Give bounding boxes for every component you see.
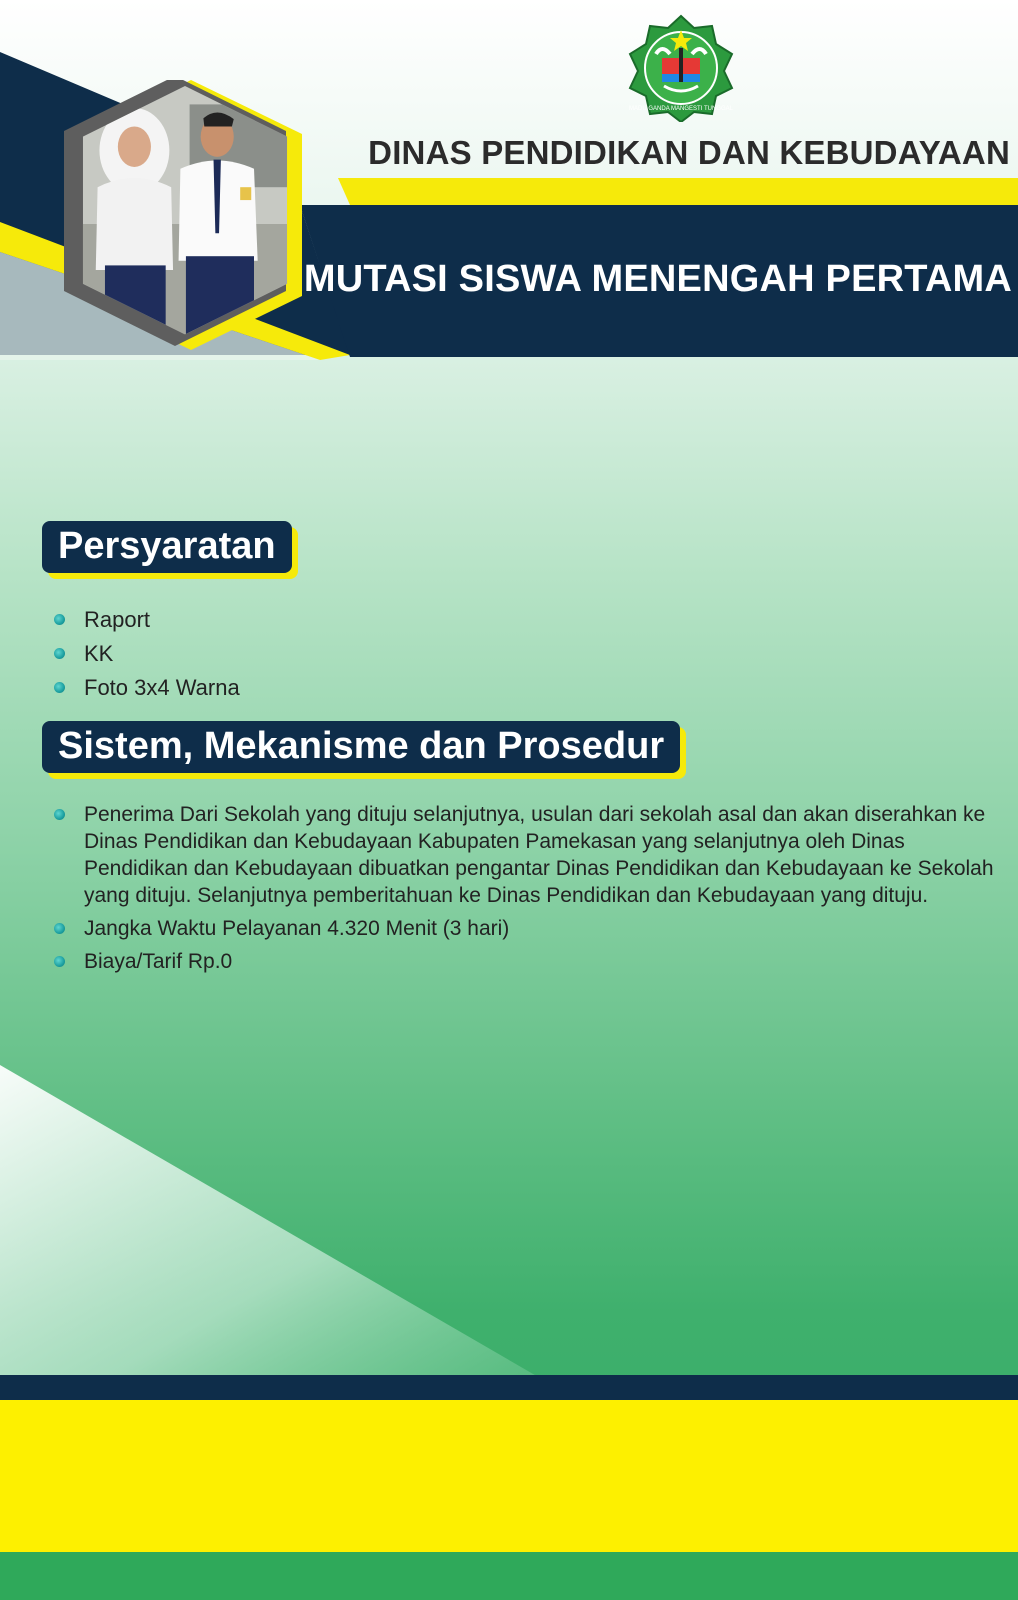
photo-frame [60, 80, 310, 350]
bullet-icon [54, 682, 65, 693]
bottom-green-band [0, 1552, 1018, 1600]
regency-emblem-icon [626, 14, 736, 122]
title-yellow-stripe [338, 178, 1018, 205]
list-item-text: Foto 3x4 Warna [84, 675, 240, 700]
bottom-navy-band [0, 1375, 1018, 1400]
bullet-icon [54, 923, 65, 934]
list-item-text: Penerima Dari Sekolah yang dituju selanjutnya, usulan dari sekolah asal dan akan diserahkan ke Dinas Pendidikan dan Kebudayaan Kabupaten Pamekasan yang selanjutnya oleh Dinas Pendidikan dan Kebudayaan dibuatkan pengantar Dinas Pendidikan dan Kebudayaan ke Sekolah yang dituju. Selanjutnya pemberitahuan ke Dinas Pendidikan dan Kebudayaan yang dituju. [84, 803, 994, 907]
bullet-icon [54, 614, 65, 625]
bullet-icon [54, 809, 65, 820]
persyaratan-list [54, 603, 954, 705]
list-item [54, 801, 1014, 909]
bullet-icon [54, 648, 65, 659]
section-label-prosedur: Sistem, Mekanisme dan Prosedur [42, 721, 680, 773]
section-label-persyaratan: Persyaratan [42, 521, 292, 573]
header-subtitle: MUTASI SISWA MENENGAH PERTAMA [303, 258, 1012, 300]
list-item-text: KK [84, 641, 114, 666]
list-item [54, 915, 1014, 942]
list-item-text: Biaya/Tarif Rp.0 [84, 950, 233, 973]
list-item [54, 603, 954, 637]
header-title: DINAS PENDIDIKAN DAN KEBUDAYAAN [368, 134, 1010, 171]
logo-text: MADU GANDA MANGESTI TUNGGAL [629, 106, 733, 112]
list-item [54, 671, 954, 705]
list-item-text: Jangka Waktu Pelayanan 4.320 Menit (3 hari) [84, 917, 510, 940]
list-item [54, 948, 1014, 975]
list-item [54, 637, 954, 671]
bullet-icon [54, 956, 65, 967]
bottom-left-wedge [0, 1065, 540, 1378]
bottom-yellow-band [0, 1400, 1018, 1552]
list-item-text: Raport [84, 607, 151, 632]
prosedur-list [54, 801, 1014, 975]
